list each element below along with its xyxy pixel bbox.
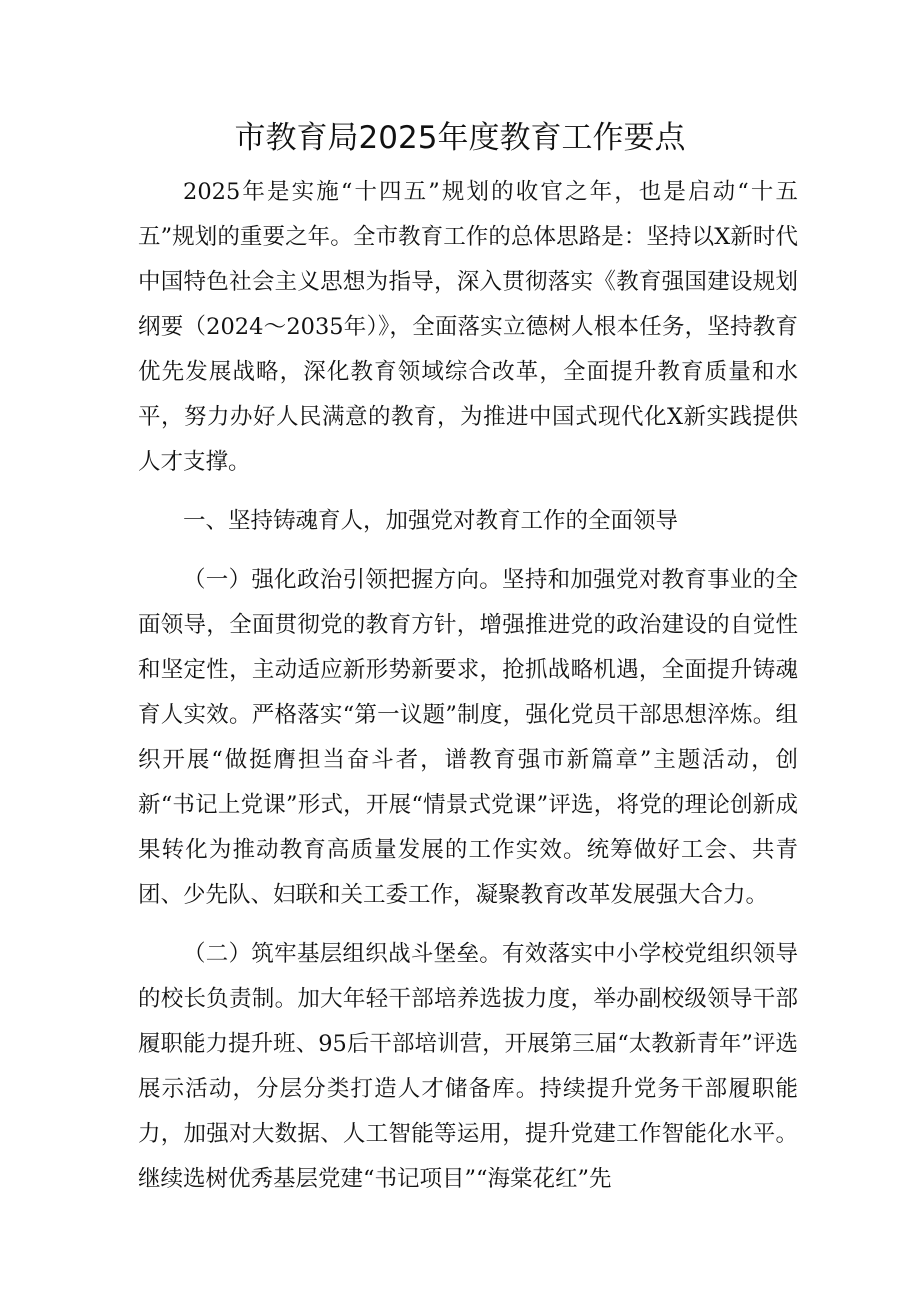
section-item-2: （二）筑牢基层组织战斗堡垒。有效落实中小学校党组织领导的校长负责制。加大年轻干部培养选拔力度，举办副校级领导干部履职能力提升班、95后干部培训营，开展第三届“太教新青年”评选展示活动，分层分类打造人才储备库。持续提升党务干部履职能力，加强对大数据、人工智能等运用，提升党建工作智能化水平。继续选树优秀基层党建“书记项目”“海棠花红”先 [138, 941, 798, 1192]
paragraph-spacer [138, 485, 798, 499]
section-item-1: （一）强化政治引领把握方向。坚持和加强党对教育事业的全面领导，全面贯彻党的教育方针，增强推进党的政治建设的自觉性和坚定性，主动适应新形势新要求，抢抓战略机遇，全面提升铸魂育人实效。严格落实“第一议题”制度，强化党员干部思想淬炼。组织开展“做挺膺担当奋斗者，谱教育强市新篇章”主题活动，创新“书记上党课”形式，开展“情景式党课”评选，将党的理论创新成果转化为推动教育高质量发展的工作实效。统筹做好工会、共青团、少先队、妇联和关工委工作，凝聚教育改革发展强大合力。 [138, 567, 798, 908]
section-heading: 一、坚持铸魂育人，加强党对教育工作的全面领导 [183, 508, 679, 534]
paragraph-spacer [138, 918, 798, 932]
paragraph-spacer [138, 544, 798, 558]
document-body [138, 170, 798, 1202]
intro-paragraph: 2025年是实施“十四五”规划的收官之年，也是启动“十五五”规划的重要之年。全市教育工作的总体思路是：坚持以X新时代中国特色社会主义思想为指导，深入贯彻落实《教育强国建设规划纲要（2024～2035年）》，全面落实立德树人根本任务，坚持教育优先发展战略，深化教育领域综合改革，全面提升教育质量和水平，努力办好人民满意的教育，为推进中国式现代化X新实践提供人才支撑。 [138, 179, 798, 475]
document-title: 市教育局2025年度教育工作要点 [234, 120, 686, 156]
